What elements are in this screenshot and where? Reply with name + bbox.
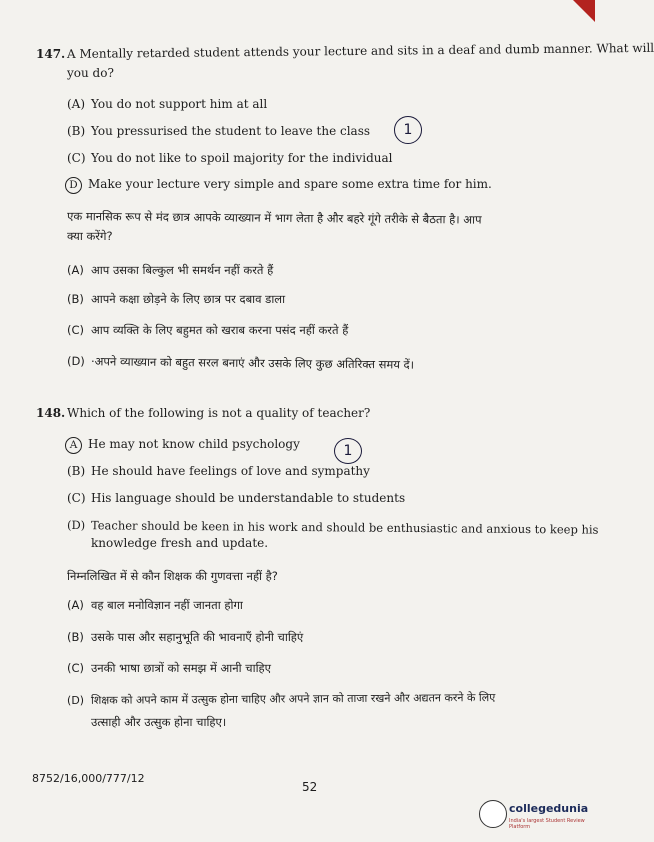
question-147-text-line2: you do? bbox=[67, 66, 114, 80]
option-key: (C) bbox=[67, 491, 86, 505]
brand-logo-icon bbox=[479, 800, 507, 828]
q147-option-c bbox=[67, 151, 393, 165]
question-147-hindi-line2: क्या करेंगे? bbox=[67, 229, 113, 243]
paper-code: 8752/16,000/777/12 bbox=[32, 772, 145, 785]
handwritten-answer-mark: 1 bbox=[394, 116, 422, 144]
option-key: (B) bbox=[67, 124, 86, 138]
q148-hindi-option-a bbox=[67, 598, 243, 613]
collegedunia-watermark bbox=[479, 798, 591, 834]
option-key: (D) bbox=[66, 354, 85, 369]
option-text: He should have feelings of love and sympathy bbox=[91, 464, 370, 478]
question-147-number: 147. bbox=[36, 47, 66, 61]
q147-hindi-option-a bbox=[67, 263, 273, 278]
option-text: शिक्षक को अपने काम में उत्सुक होना चाहिए और अपने ज्ञान को ताजा रखने और अद्यतन करने के लिए bbox=[90, 691, 496, 707]
selected-option-circle: A bbox=[65, 437, 82, 454]
q147-hindi-option-d bbox=[67, 354, 414, 373]
selected-option-circle: D bbox=[65, 177, 82, 194]
option-text: उसके पास और सहानुभूति की भावनाएँ होनी चाहिएं bbox=[91, 630, 304, 644]
q148-option-d bbox=[67, 518, 599, 537]
option-key: (C) bbox=[67, 661, 85, 675]
option-text: You do not like to spoil majority for the individual bbox=[91, 151, 393, 165]
q148-option-a bbox=[67, 437, 300, 454]
option-text: You do not support him at all bbox=[91, 97, 268, 111]
brand-name: collegedunia bbox=[509, 802, 589, 815]
question-147-text-line1: A Mentally retarded student attends your lecture and sits in a deaf and dumb manner. What will bbox=[66, 40, 654, 61]
option-text: You pressurised the student to leave the class bbox=[91, 124, 371, 138]
option-key: (D) bbox=[66, 693, 85, 707]
option-text: He may not know child psychology bbox=[88, 437, 300, 451]
question-148-text: Which of the following is not a quality of teacher? bbox=[67, 406, 371, 420]
handwritten-answer-mark: 1 bbox=[334, 438, 362, 464]
option-text: ·अपने व्याख्यान को बहुत सरल बनाएं और उसके लिए कुछ अतिरिक्त समय दें। bbox=[90, 354, 415, 372]
option-key: (B) bbox=[67, 464, 86, 478]
option-key: (B) bbox=[67, 292, 84, 306]
option-text: आप उसका बिल्कुल भी समर्थन नहीं करते हैं bbox=[91, 263, 274, 277]
option-text: Teacher should be keen in his work and should be enthusiastic and anxious to keep his bbox=[90, 518, 599, 537]
corner-mark bbox=[573, 0, 595, 22]
option-text: Make your lecture very simple and spare some extra time for him. bbox=[88, 177, 492, 191]
q148-hindi-option-c bbox=[67, 661, 271, 676]
q148-option-d-line2: knowledge fresh and update. bbox=[91, 536, 269, 550]
option-text: His language should be understandable to students bbox=[91, 491, 406, 505]
q148-hindi-option-d-line2: उत्साही और उत्सुक होना चाहिए। bbox=[91, 715, 227, 729]
brand-tagline: India's largest Student Review Platform bbox=[509, 818, 585, 830]
question-148-number: 148. bbox=[36, 406, 66, 420]
option-key: (C) bbox=[67, 151, 86, 165]
question-147-hindi-line1: एक मानसिक रूप से मंद छात्र आपके व्याख्यान में भाग लेता है और बहरे गूंगे तरीके से बैठता है। आप bbox=[66, 209, 482, 227]
q148-hindi-option-d bbox=[67, 690, 495, 708]
option-key: (B) bbox=[67, 630, 84, 644]
option-key: (A) bbox=[67, 97, 86, 111]
option-text: आपने कक्षा छोड़ने के लिए छात्र पर दबाव डाला bbox=[91, 292, 286, 306]
page-number: 52 bbox=[302, 780, 318, 794]
question-148-hindi: निम्नलिखित में से कौन शिक्षक की गुणवत्ता नहीं है? bbox=[67, 569, 278, 583]
option-key: (A) bbox=[67, 598, 84, 612]
q147-option-b bbox=[67, 124, 370, 138]
q147-hindi-option-c bbox=[67, 323, 348, 338]
q148-option-b bbox=[67, 464, 370, 478]
q147-option-d bbox=[67, 177, 492, 194]
q147-hindi-option-b bbox=[67, 292, 285, 307]
option-key: (A) bbox=[67, 263, 84, 277]
option-text: वह बाल मनोविज्ञान नहीं जानता होगा bbox=[91, 598, 243, 612]
option-key: (C) bbox=[67, 323, 85, 337]
q147-option-a bbox=[67, 97, 267, 111]
option-key: (D) bbox=[66, 518, 86, 533]
q148-option-c bbox=[67, 491, 405, 505]
option-text: आप व्यक्ति के लिए बहुमत को खराब करना पसंद नहीं करते हैं bbox=[91, 323, 349, 337]
option-text: उनकी भाषा छात्रों को समझ में आनी चाहिए bbox=[91, 661, 272, 675]
q148-hindi-option-b bbox=[67, 630, 303, 645]
